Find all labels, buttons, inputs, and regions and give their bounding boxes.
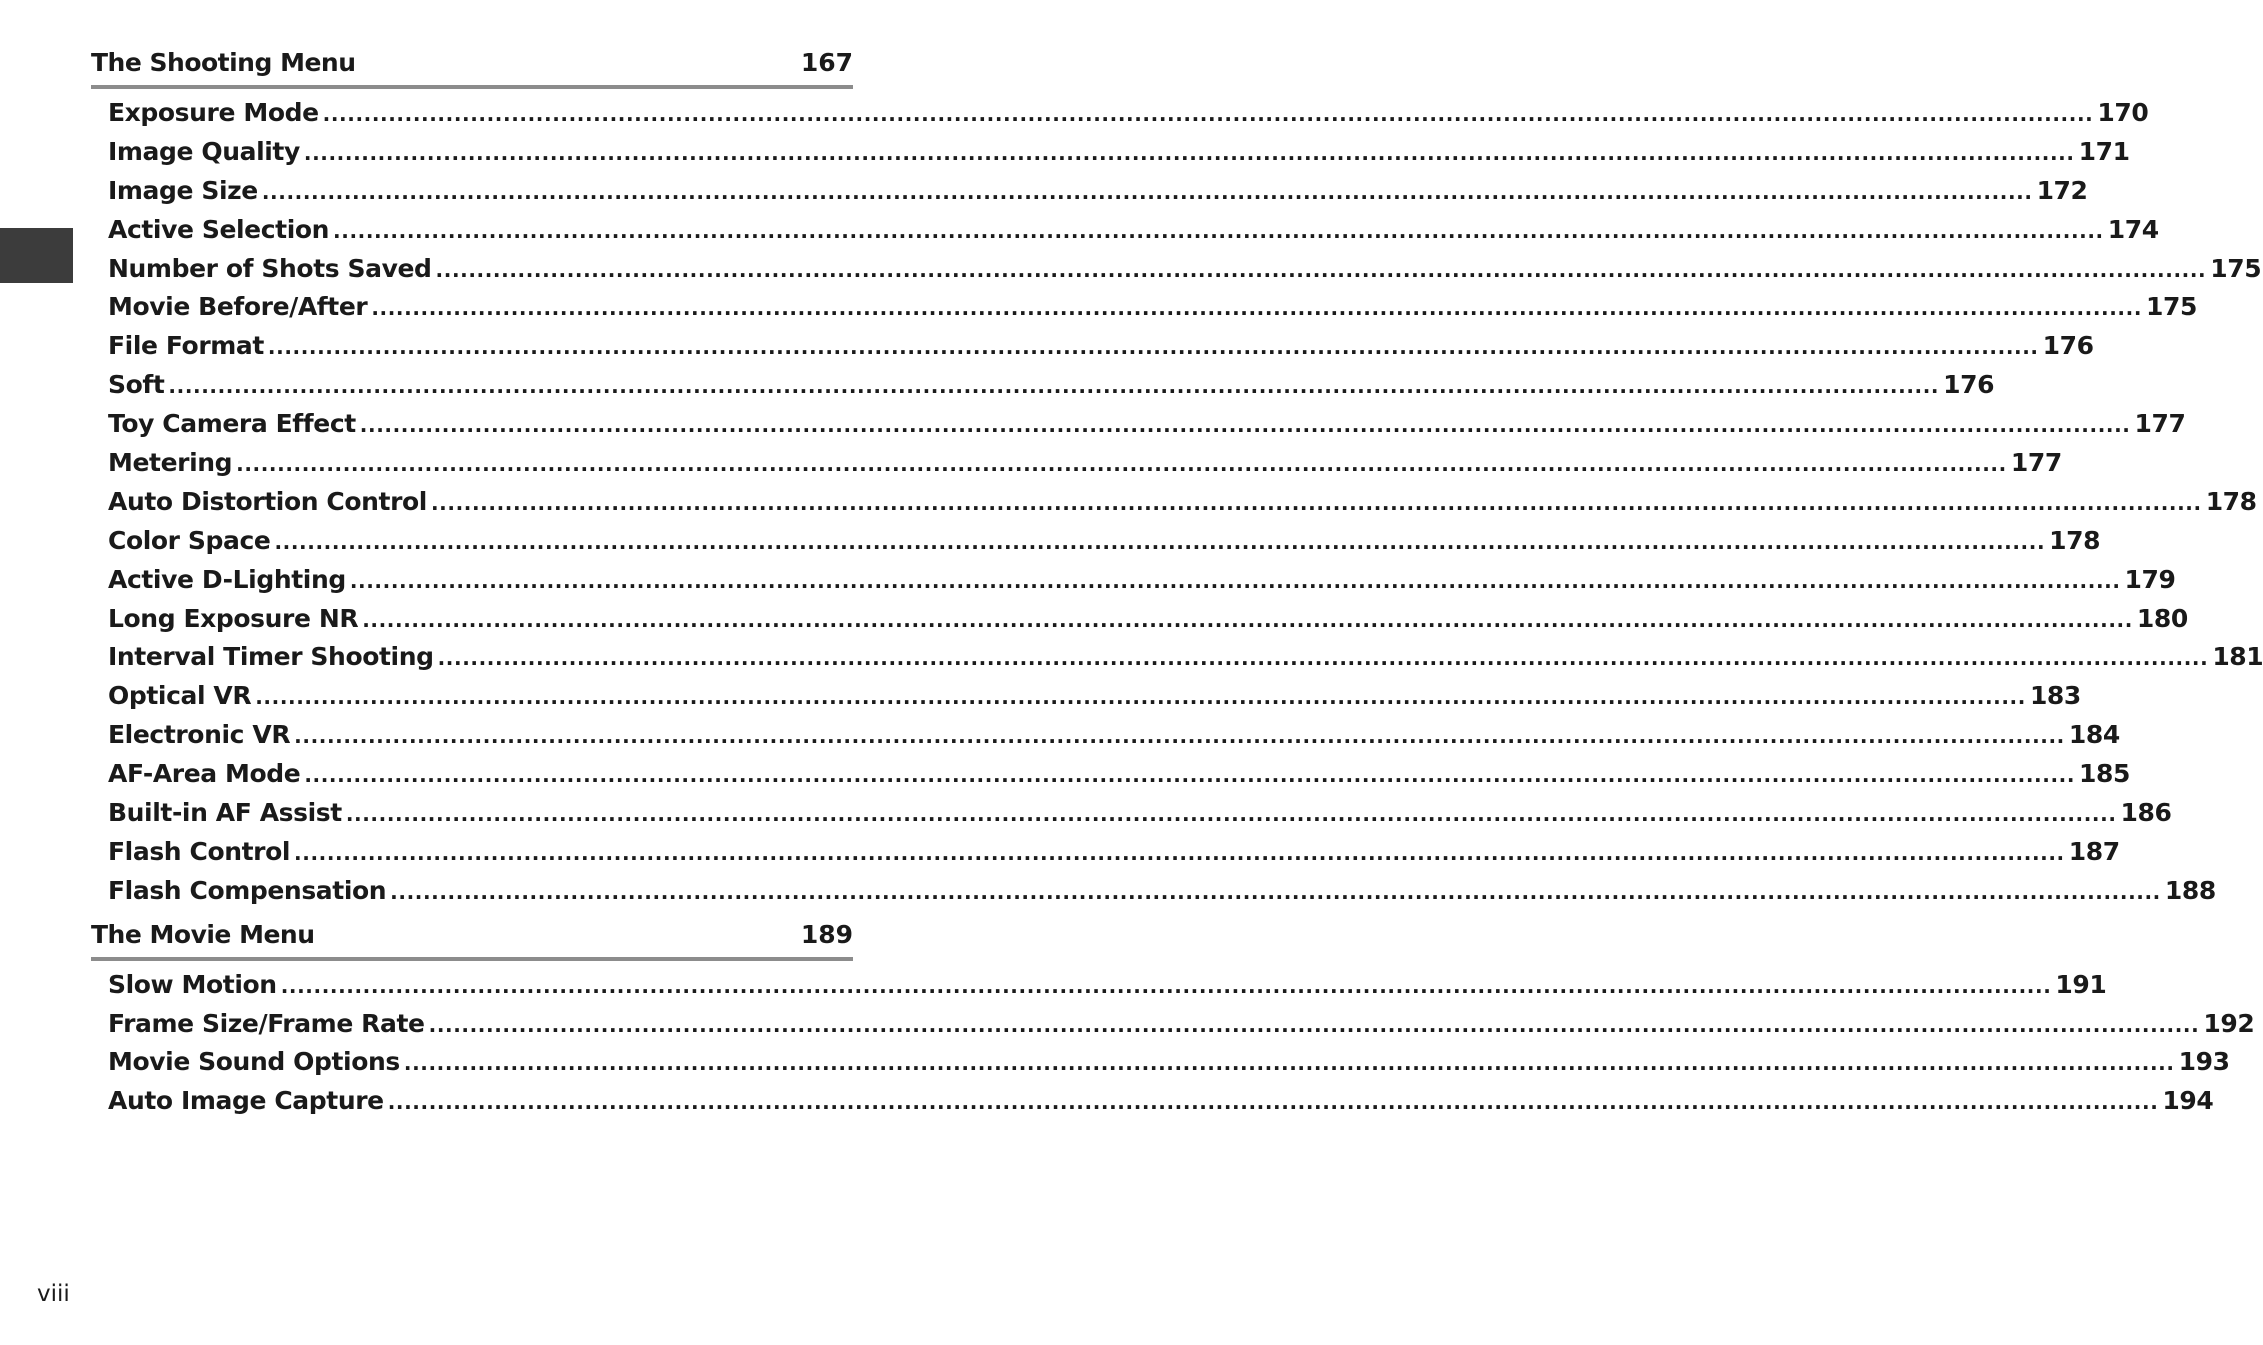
section-shooting-menu — [91, 46, 2263, 918]
dot-leader: ........................................................................................................................................................................................................................ — [390, 879, 2161, 904]
entry-page-number: 171 — [2078, 136, 2130, 166]
toc-entry[interactable] — [108, 1005, 2255, 1044]
entry-label: AF-Area Mode — [108, 759, 301, 789]
footer-page-number: viii — [37, 1281, 70, 1307]
toc-entry[interactable] — [108, 522, 2101, 561]
dot-leader: ........................................................................................................................................................................................................................ — [387, 1090, 2159, 1115]
entry-page-number: 175 — [2210, 253, 2262, 283]
dot-leader: ........................................................................................................................................................................................................................ — [168, 374, 1940, 399]
dot-leader: ........................................................................................................................................................................................................................ — [294, 724, 2065, 749]
toc-entry[interactable] — [108, 172, 2088, 211]
section-entries — [91, 89, 2263, 918]
entry-label: Slow Motion — [108, 969, 277, 999]
toc-entry[interactable] — [108, 327, 2094, 366]
section-entries — [91, 961, 2255, 1129]
entry-page-number: 174 — [2107, 214, 2159, 244]
entry-label: Auto Distortion Control — [108, 486, 427, 516]
entry-page-number: 194 — [2162, 1086, 2214, 1116]
entry-page-number: 187 — [2068, 836, 2120, 866]
toc-entry[interactable] — [108, 444, 2062, 483]
entry-label: Active Selection — [108, 214, 330, 244]
entry-page-number: 175 — [2146, 292, 2198, 322]
toc-entry[interactable] — [108, 483, 2257, 522]
toc-entry[interactable] — [108, 366, 1995, 405]
entry-label: Movie Sound Options — [108, 1047, 400, 1077]
dot-leader: ........................................................................................................................................................................................................................ — [359, 413, 2131, 438]
section-page-number: 167 — [800, 48, 853, 77]
entry-page-number: 181 — [2212, 642, 2263, 672]
entry-page-number: 179 — [2124, 564, 2176, 594]
entry-page-number: 178 — [2049, 525, 2101, 555]
entry-page-number: 180 — [2136, 603, 2188, 633]
dot-leader: ........................................................................................................................................................................................................................ — [437, 646, 2209, 671]
dot-leader: ........................................................................................................................................................................................................................ — [304, 763, 2076, 788]
toc-entry[interactable] — [108, 250, 2262, 289]
entry-page-number: 178 — [2205, 486, 2257, 516]
toc-entry[interactable] — [108, 1043, 2230, 1082]
toc-entry[interactable] — [108, 288, 2198, 327]
dot-leader: ........................................................................................................................................................................................................................ — [430, 490, 2202, 515]
dot-leader: ........................................................................................................................................................................................................................ — [322, 102, 2094, 126]
toc-entry[interactable] — [108, 133, 2130, 172]
toc-entry[interactable] — [108, 794, 2172, 833]
toc-entry[interactable] — [108, 405, 2186, 444]
dot-leader: ........................................................................................................................................................................................................................ — [255, 685, 2026, 710]
entry-label: Color Space — [108, 525, 271, 555]
dot-leader: ........................................................................................................................................................................................................................ — [345, 802, 2117, 827]
toc-entry[interactable] — [108, 716, 2120, 755]
entry-label: Soft — [108, 370, 165, 400]
entry-page-number: 183 — [2029, 681, 2081, 711]
entry-label: Number of Shots Saved — [108, 253, 432, 283]
entry-label: Active D-Lighting — [108, 564, 346, 594]
entry-label: Long Exposure NR — [108, 603, 359, 633]
dot-leader: ........................................................................................................................................................................................................................ — [371, 296, 2143, 321]
entry-label: Interval Timer Shooting — [108, 642, 434, 672]
dot-leader: ........................................................................................................................................................................................................................ — [349, 568, 2121, 593]
entry-page-number: 184 — [2068, 720, 2120, 750]
entry-page-number: 186 — [2120, 798, 2172, 828]
toc-entry[interactable] — [108, 94, 2149, 133]
toc-entry[interactable] — [108, 561, 2176, 600]
dot-leader: ........................................................................................................................................................................................................................ — [280, 973, 2052, 998]
entry-page-number: 192 — [2203, 1008, 2255, 1038]
entry-page-number: 177 — [2134, 409, 2186, 439]
dot-leader: ........................................................................................................................................................................................................................ — [435, 257, 2207, 282]
entry-label: Electronic VR — [108, 720, 291, 750]
dot-leader: ........................................................................................................................................................................................................................ — [362, 607, 2133, 632]
dot-leader: ........................................................................................................................................................................................................................ — [403, 1051, 2175, 1076]
dot-leader: ........................................................................................................................................................................................................................ — [294, 840, 2065, 865]
dot-leader: ........................................................................................................................................................................................................................ — [428, 1012, 2200, 1037]
dot-leader: ........................................................................................................................................................................................................................ — [267, 335, 2039, 360]
toc-entry[interactable] — [108, 638, 2263, 677]
section-title: The Shooting Menu — [91, 48, 356, 77]
toc-entry[interactable] — [108, 677, 2081, 716]
entry-label: Flash Compensation — [108, 875, 387, 905]
section-page-number: 189 — [800, 919, 853, 949]
entry-label: Movie Before/After — [108, 292, 368, 322]
entry-page-number: 176 — [2042, 331, 2094, 361]
section-header[interactable] — [91, 918, 853, 961]
chapter-tab-marker — [0, 228, 73, 283]
dot-leader: ........................................................................................................................................................................................................................ — [261, 179, 2033, 204]
entry-label: Image Quality — [108, 136, 300, 166]
entry-label: Exposure Mode — [108, 98, 319, 127]
entry-page-number: 176 — [1943, 370, 1995, 400]
toc-entry[interactable] — [108, 211, 2159, 250]
entry-label: Metering — [108, 448, 233, 478]
entry-page-number: 185 — [2079, 759, 2131, 789]
entry-label: Image Size — [108, 175, 258, 205]
entry-label: Toy Camera Effect — [108, 409, 356, 439]
entry-page-number: 170 — [2097, 98, 2149, 127]
dot-leader: ........................................................................................................................................................................................................................ — [333, 218, 2104, 243]
entry-label: Built-in AF Assist — [108, 798, 342, 828]
entry-label: Frame Size/Frame Rate — [108, 1008, 425, 1038]
toc-entry[interactable] — [108, 872, 2216, 911]
entry-label: Optical VR — [108, 681, 252, 711]
dot-leader: ........................................................................................................................................................................................................................ — [274, 529, 2046, 554]
toc-entry[interactable] — [108, 1082, 2214, 1121]
toc-entry[interactable] — [108, 600, 2188, 639]
section-title: The Movie Menu — [91, 919, 315, 949]
section-movie-menu — [91, 918, 2255, 1129]
entry-label: File Format — [108, 331, 264, 361]
entry-page-number: 177 — [2010, 448, 2062, 478]
toc-entry[interactable] — [108, 833, 2120, 872]
dot-leader: ........................................................................................................................................................................................................................ — [236, 452, 2007, 477]
toc-entry[interactable] — [108, 755, 2131, 794]
entry-page-number: 193 — [2178, 1047, 2230, 1077]
entry-page-number: 172 — [2036, 175, 2088, 205]
section-header[interactable] — [91, 46, 853, 89]
entry-label: Flash Control — [108, 836, 291, 866]
entry-page-number: 188 — [2164, 875, 2216, 905]
toc-entry[interactable] — [108, 966, 2107, 1005]
entry-page-number: 191 — [2055, 969, 2107, 999]
entry-label: Auto Image Capture — [108, 1086, 384, 1116]
dot-leader: ........................................................................................................................................................................................................................ — [303, 140, 2075, 165]
table-of-contents — [91, 46, 2263, 1128]
